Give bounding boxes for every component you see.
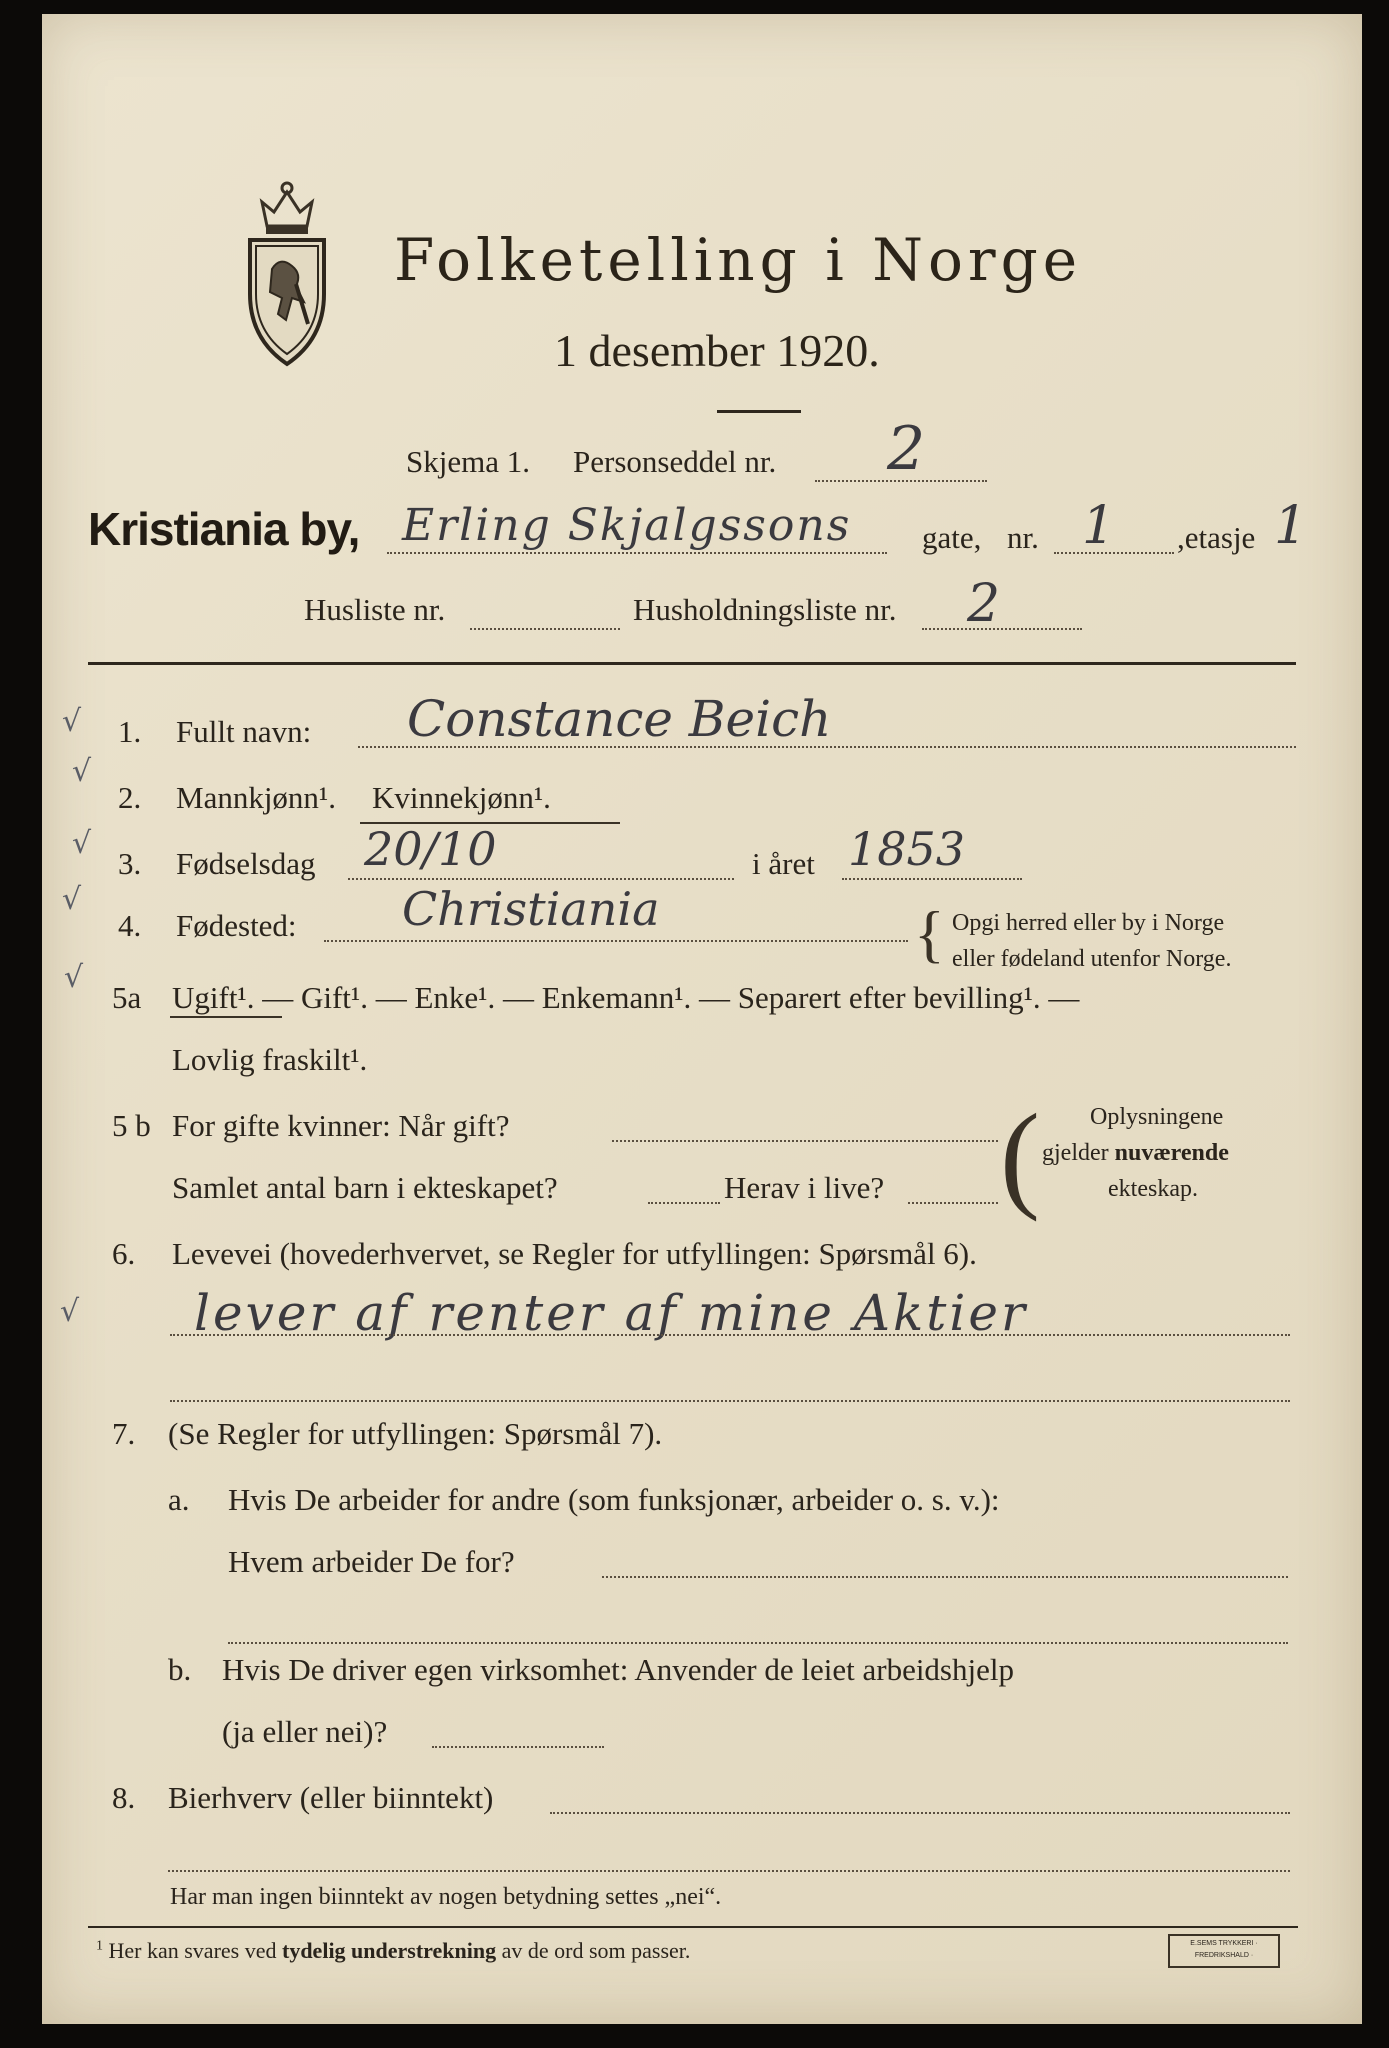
- nr-label: nr.: [1007, 520, 1039, 555]
- q4-value: Christiania: [402, 882, 660, 936]
- check-mark-icon: √: [72, 826, 92, 861]
- husliste-label: Husliste nr.: [304, 592, 446, 627]
- q6-label: Levevei (hovederhvervet, se Regler for utfyllingen: Spørsmål 6).: [172, 1236, 977, 1271]
- q2-kvinne: Kvinnekjønn¹.: [372, 780, 551, 815]
- q5b-note3: ekteskap.: [1108, 1176, 1198, 1202]
- schema-label: Skjema 1.: [406, 444, 530, 479]
- street-value: Erling Skjalgssons: [402, 500, 852, 551]
- q7-number: 7.: [112, 1416, 136, 1451]
- q1-label: Fullt navn:: [176, 714, 312, 749]
- husholdning-value: 2: [967, 574, 1001, 634]
- q3-label: Fødselsdag: [176, 846, 316, 881]
- form-title: Folketelling i Norge: [394, 226, 1083, 294]
- etasje-label: ,etasje: [1177, 520, 1256, 555]
- q5b-note-brace: (: [1000, 1089, 1040, 1222]
- q8-line: [550, 1812, 1290, 1814]
- q7-label: (Se Regler for utfyllingen: Spørsmål 7).: [168, 1416, 663, 1451]
- q3-day-value: 20/10: [364, 822, 497, 876]
- q4-note-brace: {: [914, 898, 945, 969]
- city-label: Kristiania by,: [88, 503, 360, 555]
- census-date: 1 desember 1920.: [554, 325, 880, 376]
- q7a-line2-blank: [228, 1642, 1288, 1644]
- q4-label: Fødested:: [176, 908, 297, 943]
- q5b-number: 5 b: [112, 1108, 151, 1143]
- check-mark-icon: √: [60, 1294, 80, 1329]
- check-mark-icon: √: [62, 882, 82, 917]
- q6-value: lever af renter af mine Aktier: [194, 1284, 1028, 1342]
- husliste-line: [470, 628, 620, 630]
- q7b-line: [432, 1746, 604, 1748]
- q7b-line2: (ja eller nei)?: [222, 1714, 388, 1749]
- header-divider: [88, 662, 1296, 665]
- q7a-line2: Hvem arbeider De for?: [228, 1544, 515, 1579]
- husholdning-line: [922, 628, 1082, 630]
- q5b-barn-line: [648, 1202, 720, 1204]
- etasje-value: 1: [1274, 496, 1308, 556]
- q3-year-label: i året: [752, 846, 815, 881]
- q6-line1: [170, 1334, 1290, 1336]
- q5b-barn-label: Samlet antal barn i ekteskapet?: [172, 1170, 558, 1205]
- q8-label: Bierhverv (eller biinntekt): [168, 1780, 494, 1815]
- coat-of-arms-icon: [242, 174, 332, 374]
- q4-number: 4.: [118, 908, 142, 943]
- q5b-note1: Oplysningene: [1090, 1104, 1224, 1130]
- q8-line2: [168, 1870, 1290, 1872]
- q8-number: 8.: [112, 1780, 136, 1815]
- q1-value: Constance Beich: [407, 690, 832, 748]
- q3-year-line: [842, 878, 1022, 880]
- street-line: [387, 552, 887, 554]
- q5b-ilive-line: [908, 1202, 998, 1204]
- q3-day-line: [348, 878, 734, 880]
- q4-note-line1: Opgi herred eller by i Norge: [952, 910, 1225, 936]
- q5a-ugift-underline: [170, 1016, 282, 1018]
- q5b-gift-line: [612, 1140, 998, 1142]
- check-mark-icon: √: [72, 754, 92, 789]
- q5a-line2: Lovlig fraskilt¹.: [172, 1042, 368, 1077]
- q7a-line: [602, 1576, 1288, 1578]
- footnote: $^1$ Her kan svares ved tydelig understrekning av de ord som passer.: [96, 1938, 691, 1963]
- q3-year-value: 1853: [848, 822, 966, 876]
- q3-number: 3.: [118, 846, 142, 881]
- nr-value: 1: [1082, 496, 1116, 556]
- q1-number: 1.: [118, 714, 142, 749]
- check-mark-icon: √: [64, 960, 84, 995]
- q5a-line1: Ugift¹. — Gift¹. — Enke¹. — Enkemann¹. — Separert efter bevilling¹. —: [172, 980, 1080, 1015]
- q7b-line1: Hvis De driver egen virksomhet: Anvender de leiet arbeidshjelp: [222, 1652, 1014, 1687]
- q6-number: 6.: [112, 1236, 136, 1271]
- title-divider: [717, 410, 801, 413]
- q7b-letter: b.: [168, 1652, 192, 1687]
- check-mark-icon: √: [62, 704, 82, 739]
- q2-mann: Mannkjønn¹.: [176, 780, 336, 815]
- footer-note: Har man ingen biinntekt av nogen betydning settes „nei“.: [170, 1884, 722, 1910]
- personseddel-label: Personseddel nr.: [573, 444, 777, 479]
- q7a-line1: Hvis De arbeider for andre (som funksjonær, arbeider o. s. v.):: [228, 1482, 1000, 1517]
- q2-number: 2.: [118, 780, 142, 815]
- footer-divider: [88, 1926, 1298, 1928]
- personseddel-value: 2: [887, 414, 926, 484]
- q5a-number: 5a: [112, 980, 142, 1015]
- q5b-line1: For gifte kvinner: Når gift?: [172, 1108, 510, 1143]
- q6-line2: [170, 1400, 1290, 1402]
- gate-label: gate,: [922, 520, 982, 555]
- q5b-ilive-label: Herav i live?: [724, 1170, 885, 1205]
- q7a-letter: a.: [168, 1482, 190, 1517]
- q4-note-line2: eller fødeland utenfor Norge.: [952, 946, 1232, 972]
- q4-line: [324, 940, 908, 942]
- printer-stamp: E.SEMS TRYKKERI · FREDRIKSHALD ·: [1168, 1934, 1280, 1968]
- q5b-note2: gjelder nuværende: [1042, 1140, 1229, 1166]
- census-form-sheet: [42, 14, 1362, 2024]
- husholdning-label: Husholdningsliste nr.: [633, 592, 897, 627]
